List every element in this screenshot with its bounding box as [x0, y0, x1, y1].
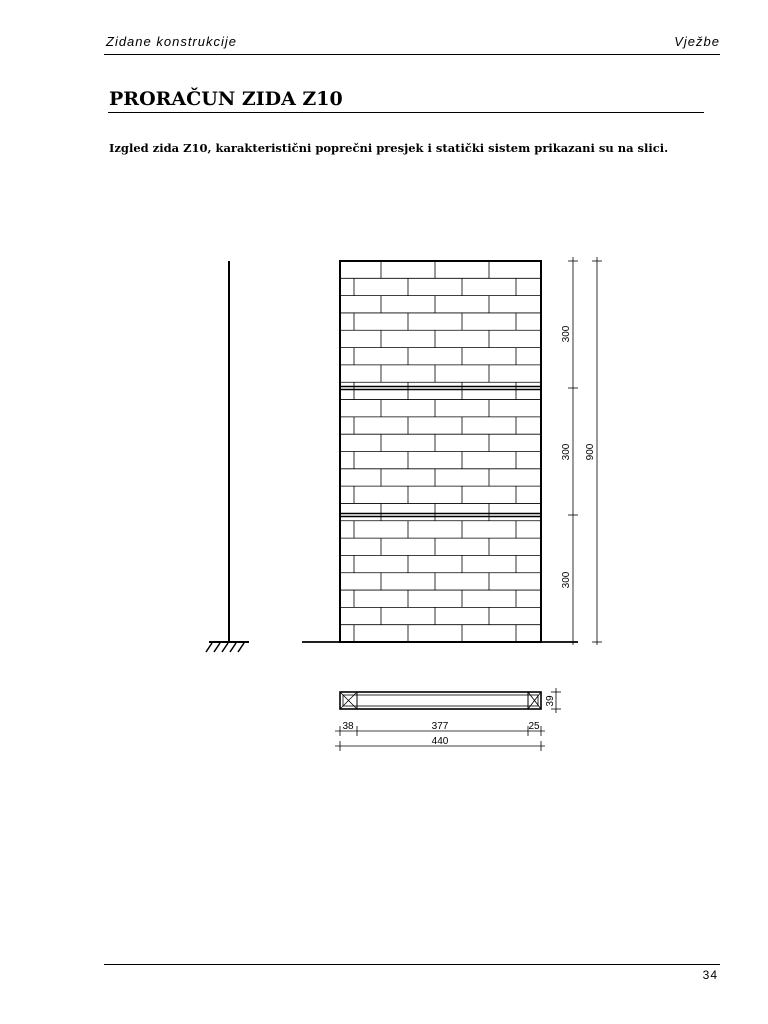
wall-elevation	[340, 261, 541, 642]
dim-total-height: 900	[585, 443, 596, 461]
page-title: PRORAČUN ZIDA Z10	[109, 88, 343, 110]
dim-middle-width: 377	[431, 721, 449, 732]
dim-segment-3: 300	[561, 571, 572, 589]
dim-segment-2: 300	[561, 443, 572, 461]
footer-rule	[104, 964, 720, 965]
cross-section	[340, 692, 541, 709]
page-number: 34	[702, 968, 718, 982]
header-section-label: Vježbe	[674, 34, 720, 49]
header-course-title: Zidane konstrukcije	[106, 34, 237, 49]
fixed-support-icon	[206, 643, 244, 652]
dim-left-width: 38	[342, 721, 354, 732]
intro-paragraph: Izgled zida Z10, karakteristični poprečni presjek i statički sistem prikazani su na slici.	[109, 141, 669, 155]
dim-total-width: 440	[431, 736, 449, 747]
dim-right-width: 25	[528, 721, 540, 732]
static-system	[206, 261, 249, 652]
dim-segment-1: 300	[561, 325, 572, 343]
dim-thickness: 39	[545, 695, 556, 707]
